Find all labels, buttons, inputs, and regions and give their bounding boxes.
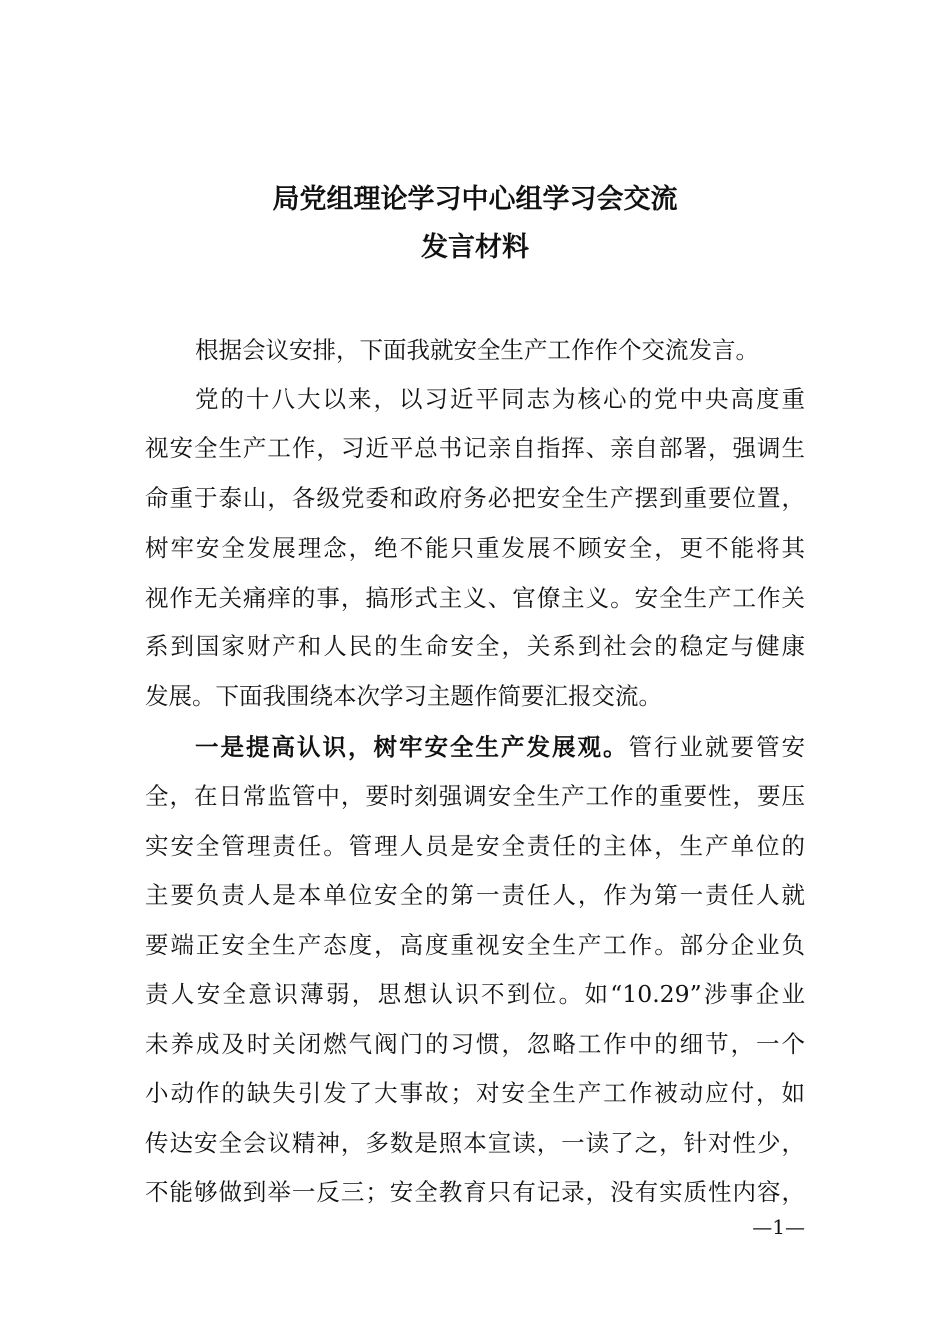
paragraph-2-line-7: 发展。下面我围绕本次学习主题作简要汇报交流。	[145, 682, 662, 710]
paragraph-3-line-6: 责人安全意识薄弱，思想认识不到位。如“10.29”涉事企业	[145, 980, 805, 1008]
paragraph-3-line-1	[195, 723, 805, 771]
paragraph-2-line-3: 命重于泰山，各级党委和政府务必把安全生产摆到重要位置，	[145, 484, 805, 512]
paragraph-3-line-4: 主要负责人是本单位安全的第一责任人，作为第一责任人就	[145, 881, 805, 909]
paragraph-3-line-10: 不能够做到举一反三；安全教育只有记录，没有实质性内容，	[145, 1178, 805, 1206]
paragraph-3-line-3: 实安全管理责任。管理人员是安全责任的主体，生产单位的	[145, 832, 805, 860]
paragraph-2-line-4: 树牢安全发展理念，绝不能只重发展不顾安全，更不能将其	[145, 534, 805, 562]
paragraph-1-line-1: 根据会议安排，下面我就安全生产工作作个交流发言。	[195, 336, 759, 364]
page-number: —1—	[752, 1215, 805, 1239]
paragraph-3-line-8: 小动作的缺失引发了大事故；对安全生产工作被动应付，如	[145, 1079, 805, 1107]
paragraph-3-line-1-text: 管行业就要管安	[628, 733, 805, 761]
paragraph-2-line-5: 视作无关痛痒的事，搞形式主义、官僚主义。安全生产工作关	[145, 584, 805, 612]
paragraph-3-line-5: 要端正安全生产态度，高度重视安全生产工作。部分企业负	[145, 931, 805, 959]
paragraph-3-line-2: 全，在日常监管中，要时刻强调安全生产工作的重要性，要压	[145, 782, 805, 810]
paragraph-3-line-7: 未养成及时关闭燃气阀门的习惯，忽略工作中的细节，一个	[145, 1030, 805, 1058]
paragraph-2-line-2: 视安全生产工作，习近平总书记亲自指挥、亲自部署，强调生	[145, 434, 805, 462]
document-title-line-1: 局党组理论学习中心组学习会交流	[272, 184, 678, 215]
paragraph-3-heading: 一是提高认识，树牢安全生产发展观。	[195, 733, 629, 761]
document-title-line-2: 发言材料	[421, 232, 529, 263]
paragraph-3-line-9: 传达安全会议精神，多数是照本宣读，一读了之，针对性少，	[145, 1129, 805, 1157]
paragraph-2-line-1: 党的十八大以来，以习近平同志为核心的党中央高度重	[195, 385, 805, 413]
paragraph-2-line-6: 系到国家财产和人民的生命安全，关系到社会的稳定与健康	[145, 632, 805, 660]
